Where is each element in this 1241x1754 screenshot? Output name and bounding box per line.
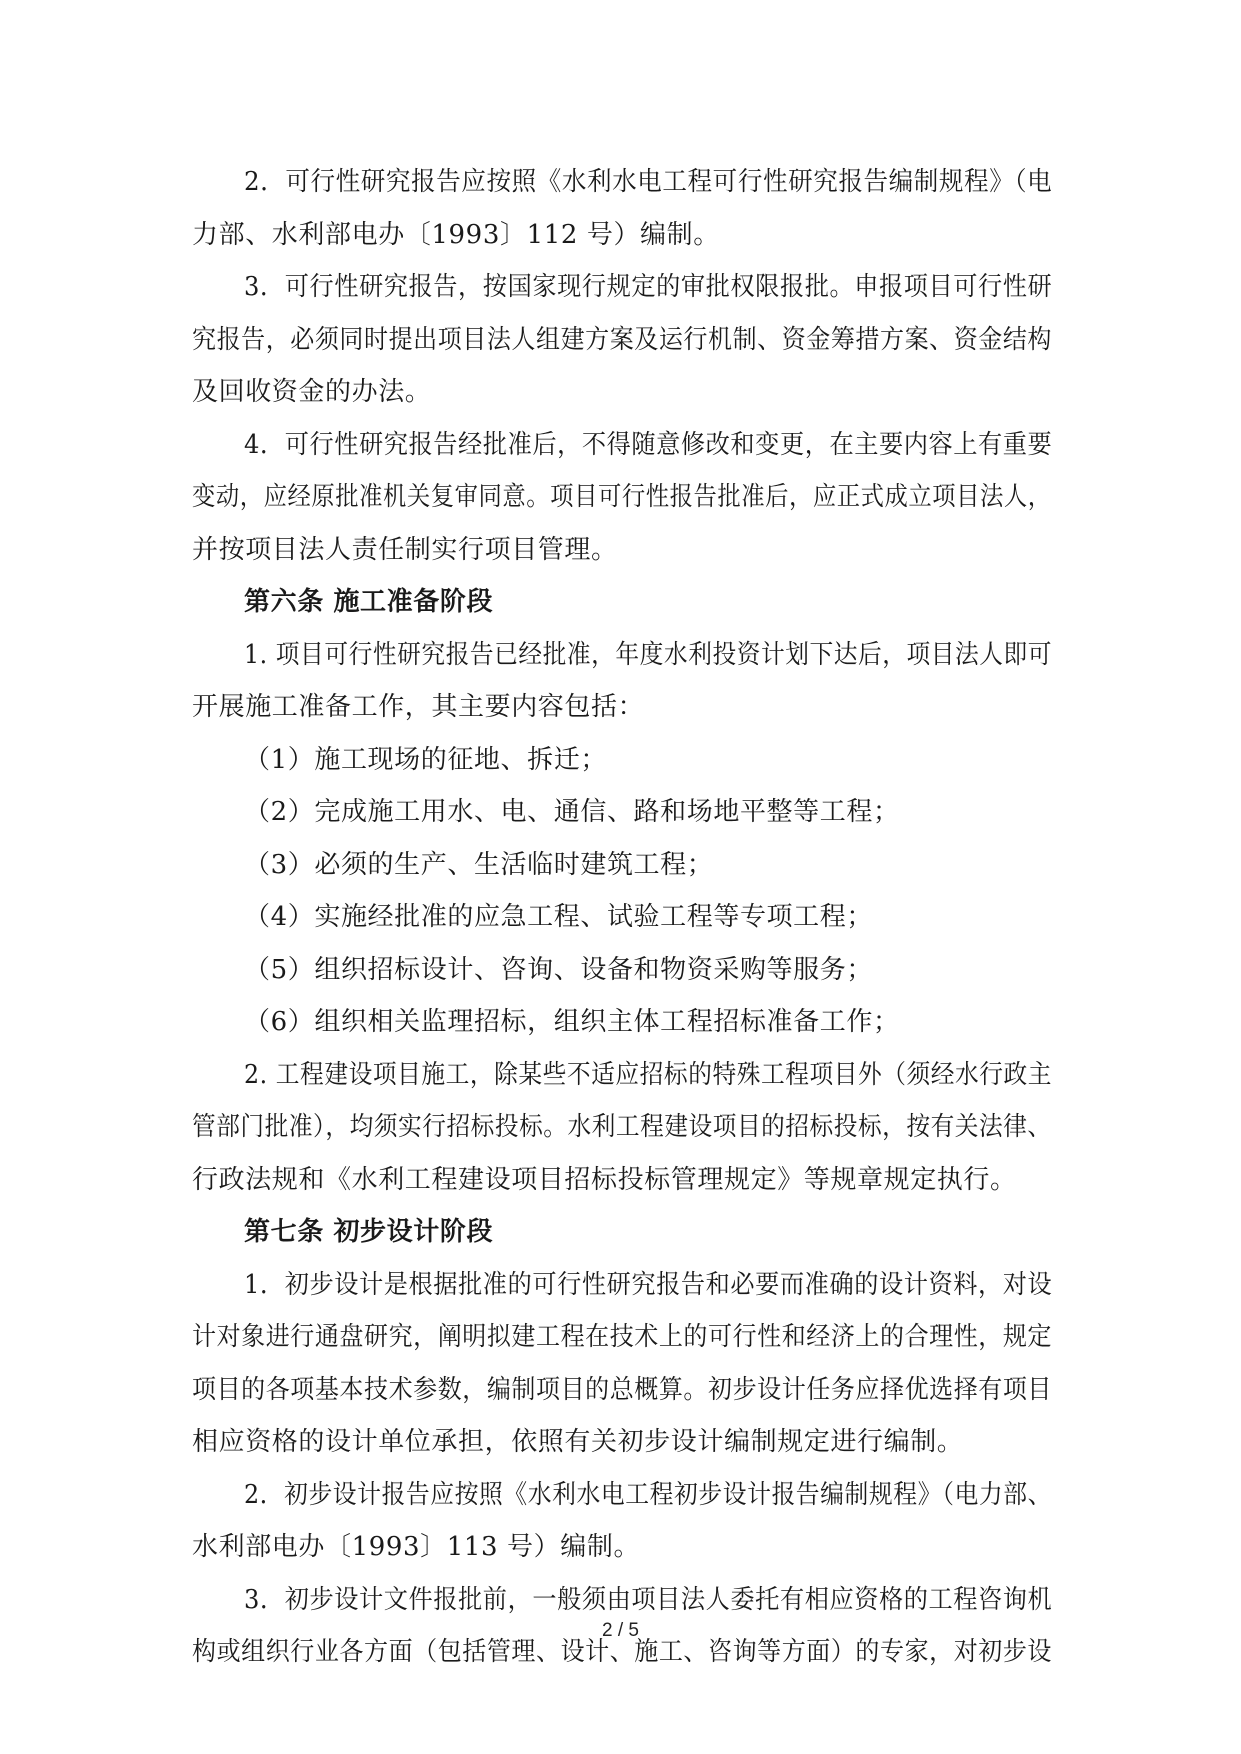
paragraph-line: （5）组织招标设计、咨询、设备和物资采购等服务； [244, 954, 873, 985]
paragraph-line: 开展施工准备工作，其主要内容包括： [192, 692, 645, 722]
page-number: 2 / 5 [602, 1620, 639, 1641]
paragraph-line: 1．初步设计是根据批准的可行性研究报告和必要而准确的设计资料，对设 [244, 1269, 1053, 1300]
paragraph-line: 计对象进行通盘研究，阐明拟建工程在技术上的可行性和经济上的合理性，规定 [192, 1322, 1053, 1352]
section-heading: 第七条 初步设计阶段 [244, 1217, 494, 1247]
paragraph-line: 水利部电办〔1993〕113 号）编制。 [192, 1532, 641, 1562]
paragraph-line: （1）施工现场的征地、拆迁； [244, 744, 607, 775]
paragraph-line: 及回收资金的办法。 [192, 377, 432, 407]
paragraph-line: 变动，应经原批准机关复审同意。项目可行性报告批准后，应正式成立项目法人， [192, 482, 1052, 512]
document-body [192, 156, 1052, 1679]
section-heading: 第六条 施工准备阶段 [244, 587, 494, 617]
paragraph-line: 项目的各项基本技术参数，编制项目的总概算。初步设计任务应择优选择有项目 [192, 1374, 1053, 1405]
paragraph-line: 并按项目法人责任制实行项目管理。 [192, 534, 618, 565]
paragraph-line: 2．初步设计报告应按照《水利水电工程初步设计报告编制规程》（电力部、 [244, 1479, 1052, 1510]
paragraph-line: 3．可行性研究报告，按国家现行规定的审批权限报批。申报项目可行性研 [244, 272, 1053, 302]
paragraph-line: 1. 项目可行性研究报告已经批准，年度水利投资计划下达后，项目法人即可 [244, 639, 1053, 670]
paragraph-line: 3．初步设计文件报批前，一般须由项目法人委托有相应资格的工程咨询机 [244, 1584, 1053, 1615]
paragraph-line: 相应资格的设计单位承担，依照有关初步设计编制规定进行编制。 [192, 1427, 964, 1457]
paragraph-line: 管部门批准），均须实行招标投标。水利工程建设项目的招标投标，按有关法律、 [192, 1112, 1052, 1142]
paragraph-line: （6）组织相关监理招标，组织主体工程招标准备工作； [244, 1007, 900, 1037]
paragraph-line: 构或组织行业各方面（包括管理、设计、施工、咨询等方面）的专家，对初步设 [192, 1637, 1053, 1667]
paragraph-line: 2. 工程建设项目施工，除某些不适应招标的特殊工程项目外（须经水行政主 [244, 1059, 1053, 1090]
paragraph-line: （3）必须的生产、生活临时建筑工程； [244, 849, 714, 880]
paragraph-line: 行政法规和《水利工程建设项目招标投标管理规定》等规章规定执行。 [192, 1164, 1017, 1195]
paragraph-line: 力部、水利部电办〔1993〕112 号）编制。 [192, 219, 720, 250]
paragraph-line: 2．可行性研究报告应按照《水利水电工程可行性研究报告编制规程》（电 [244, 167, 1053, 197]
paragraph-line: （4）实施经批准的应急工程、试验工程等专项工程； [244, 902, 873, 932]
paragraph-line: 4．可行性研究报告经批准后，不得随意修改和变更，在主要内容上有重要 [244, 429, 1053, 460]
paragraph-line: （2）完成施工用水、电、通信、路和场地平整等工程； [244, 797, 900, 827]
paragraph-line: 究报告，必须同时提出项目法人组建方案及运行机制、资金筹措方案、资金结构 [192, 324, 1053, 355]
